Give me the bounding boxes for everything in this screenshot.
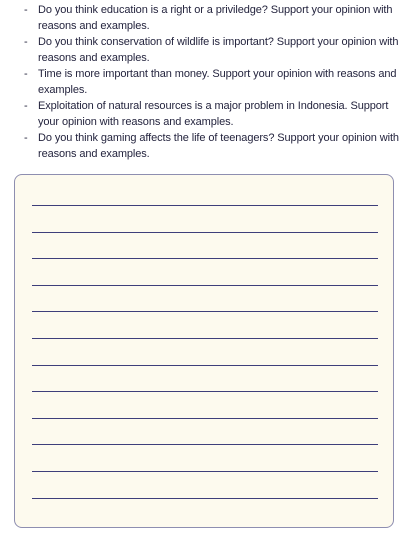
writing-line <box>32 365 378 366</box>
prompt-list <box>24 2 408 162</box>
bullet-dash: - <box>24 4 28 16</box>
writing-line <box>32 205 378 206</box>
bullet-dash: - <box>24 132 28 144</box>
writing-line <box>32 498 378 499</box>
writing-line <box>32 471 378 472</box>
prompt-text: Time is more important than money. Support your opinion with reasons and examples. <box>38 68 397 96</box>
writing-line <box>32 444 378 445</box>
prompt-text: Exploitation of natural resources is a major problem in Indonesia. Support your opinion with reasons and examples. <box>38 100 389 128</box>
prompt-item <box>24 66 408 98</box>
prompt-text: Do you think conservation of wildlife is important? Support your opinion with reasons and examples. <box>38 36 399 64</box>
prompt-text: Do you think gaming affects the life of teenagers? Support your opinion with reasons and examples. <box>38 132 399 160</box>
prompt-item <box>24 34 408 66</box>
prompt-item <box>24 98 408 130</box>
writing-line <box>32 258 378 259</box>
answer-writing-box[interactable] <box>14 174 394 528</box>
bullet-dash: - <box>24 68 28 80</box>
writing-line <box>32 338 378 339</box>
writing-line <box>32 311 378 312</box>
writing-line <box>32 418 378 419</box>
writing-line <box>32 285 378 286</box>
bullet-dash: - <box>24 100 28 112</box>
writing-line <box>32 232 378 233</box>
prompt-item <box>24 130 408 162</box>
prompt-text: Do you think education is a right or a priviledge? Support your opinion with reasons and examples. <box>38 4 393 32</box>
writing-line <box>32 391 378 392</box>
bullet-dash: - <box>24 36 28 48</box>
prompt-item <box>24 2 408 34</box>
